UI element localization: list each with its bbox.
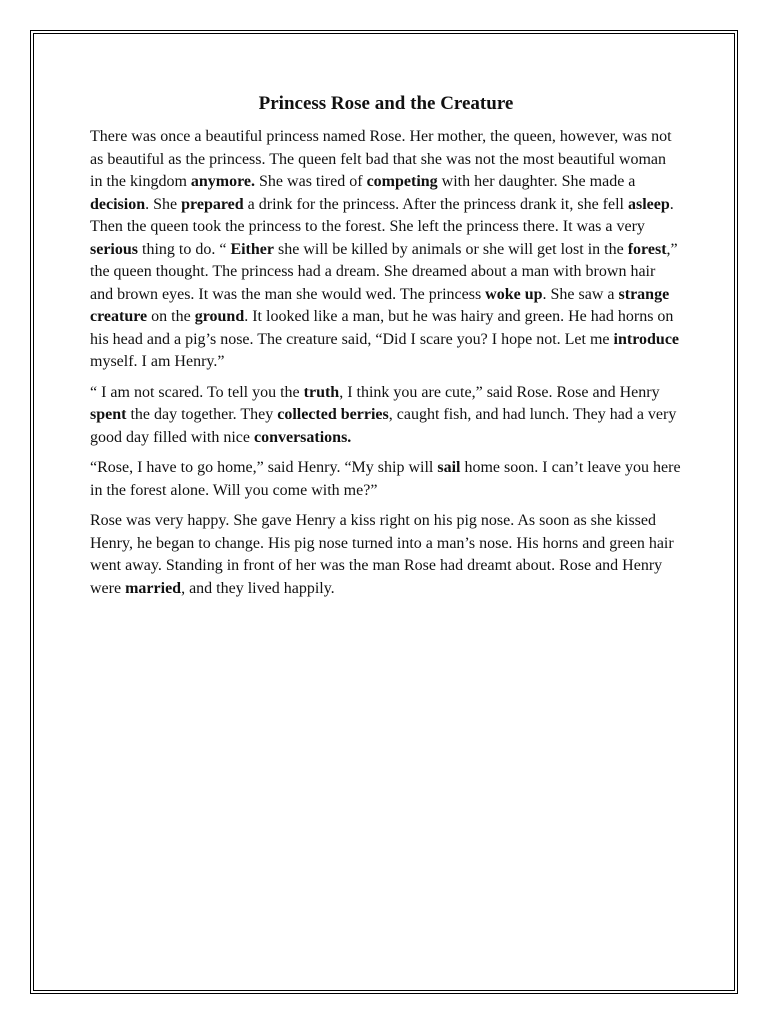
vocabulary-word: forest [627,240,667,258]
vocabulary-word: truth [303,383,340,401]
text-run: she will be killed by animals or she will get lost in the [273,240,628,258]
vocabulary-word: conversations. [253,428,352,446]
vocabulary-word: Either [230,240,274,258]
vocabulary-word: anymore. [190,173,256,190]
text-run: . She saw a [542,285,619,303]
story-paragraph [90,510,682,600]
text-run: on the [147,308,195,325]
text-run: , caught fish, and had lunch. They had a very good day filled with nice [90,406,677,446]
document-body [90,92,682,608]
text-run: thing to do. “ [138,240,231,258]
text-run: She was tired of [255,173,367,190]
text-run: . It looked like a man, but he was hairy and green. He had horns on his head and a pig’s nose. The creature said, “Did I scare you? I hope not. Let me [90,308,674,348]
vocabulary-word: collected berries [277,406,389,423]
vocabulary-word: strange creature [90,285,670,325]
text-run: the day together. They [126,406,278,423]
story-text [90,126,682,600]
vocabulary-word: competing [366,173,438,190]
text-run: myself. I am Henry.” [90,353,225,370]
vocabulary-word: married [125,579,182,597]
text-run: Rose was very happy. She gave Henry a kiss right on his pig nose. As soon as she kissed Henry, he began to change. His pig nose turned into a man’s nose. His horns and green hair went away. Standing in front of her was the man Rose had dreamt about. Rose and Henry were [90,512,674,597]
vocabulary-word: prepared [181,195,244,213]
story-title: Princess Rose and the Creature [258,93,514,114]
text-run: “ I am not scared. To tell you the [90,383,304,401]
text-run: , I think you are cute,” said Rose. Rose and Henry [339,383,660,401]
vocabulary-word: serious [90,240,138,258]
text-run: a drink for the princess. After the princess drank it, she fell [243,195,628,213]
story-paragraph [90,126,682,374]
text-run: There was once a beautiful princess named Rose. Her mother, the queen, however, was not as beautiful as the princess. The queen felt bad that she was not the most beautiful woman in the kingdom [90,128,672,190]
text-run: with her daughter. She made a [437,173,636,190]
text-run: ,” the queen thought. The princess had a dream. She dreamed about a man with brown hair and brown eyes. It was the man she would wed. The princess [90,240,678,303]
vocabulary-word: sail [437,459,461,476]
text-run: . She [145,195,182,213]
vocabulary-word: spent [90,406,127,423]
vocabulary-word: asleep [627,195,670,213]
vocabulary-word: ground [194,308,245,325]
vocabulary-word: decision [90,195,146,213]
vocabulary-word: introduce [613,330,680,348]
story-paragraph [90,457,682,502]
story-paragraph [90,382,682,450]
text-run: “Rose, I have to go home,” said Henry. “My ship will [90,459,438,476]
text-run: , and they lived happily. [181,579,335,597]
text-run: . Then the queen took the princess to the forest. She left the princess there. It was a very [90,195,674,235]
text-run: home soon. I can’t leave you here in the forest alone. Will you come with me?” [90,459,681,499]
vocabulary-word: woke up [485,285,543,303]
